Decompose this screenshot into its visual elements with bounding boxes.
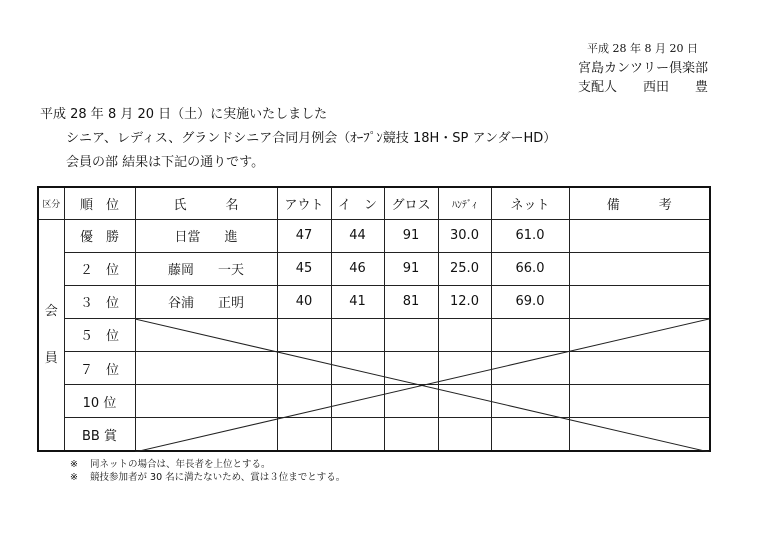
- header-remarks: 備 考: [569, 187, 710, 219]
- net-cell: 69.0: [491, 285, 569, 318]
- handicap-cell: 30.0: [438, 219, 491, 252]
- header-handicap: ﾊﾝﾃﾞｨ: [438, 187, 491, 219]
- table-row: [38, 219, 710, 252]
- note-mark: ※: [70, 459, 78, 470]
- gross-cell: 91: [384, 252, 438, 285]
- strike-through-cross: [135, 319, 709, 452]
- header-in: イ ン: [331, 187, 384, 219]
- rank-cell: 10 位: [64, 385, 135, 418]
- remarks-cell: [569, 219, 710, 252]
- player-last-name: 日當: [174, 230, 201, 246]
- result-line: 会員の部 結果は下記の通りです。: [66, 155, 265, 170]
- out-cell: 40: [277, 285, 331, 318]
- player-first-name: 一天: [218, 263, 245, 279]
- results-table-container: [37, 186, 709, 452]
- remarks-cell: [569, 252, 710, 285]
- header-out: アウト: [277, 187, 331, 219]
- note-mark: ※: [70, 472, 78, 483]
- rank-cell: ３ 位: [64, 285, 135, 318]
- footnotes: [70, 458, 345, 484]
- name-cell: [135, 219, 277, 252]
- player-last-name: 藤岡: [167, 263, 194, 279]
- intro-line: 平成 28 年 8 月 20 日（土）に実施いたしました: [40, 107, 328, 122]
- player-first-name: 進: [224, 230, 238, 246]
- rank-cell: BB 賞: [64, 418, 135, 451]
- name-cell: [135, 252, 277, 285]
- header-kubun: 区分: [38, 187, 64, 219]
- player-last-name: 谷浦: [167, 296, 194, 312]
- gross-cell: 91: [384, 219, 438, 252]
- note-text: 競技参加者が 30 名に満たないため、賞は３位までとする。: [90, 472, 346, 483]
- event-title: シニア、レディス、グランドシニア合同月例会（ｵｰﾌﾟﾝ競技 18H・SP アンダーHD）: [66, 131, 557, 146]
- remarks-cell: [569, 285, 710, 318]
- rank-cell: ２ 位: [64, 252, 135, 285]
- header-rank: 順 位: [64, 187, 135, 219]
- in-cell: 41: [331, 285, 384, 318]
- footnote: [70, 471, 345, 484]
- footnote: [70, 458, 345, 471]
- out-cell: 47: [277, 219, 331, 252]
- header-name: 氏 名: [135, 187, 277, 219]
- table-row: [38, 285, 710, 318]
- header-gross: グロス: [384, 187, 438, 219]
- group-label-2: 員: [44, 350, 58, 366]
- in-cell: 46: [331, 252, 384, 285]
- header-net: ネット: [491, 187, 569, 219]
- rank-cell: 優 勝: [64, 219, 135, 252]
- gross-cell: 81: [384, 285, 438, 318]
- out-cell: 45: [277, 252, 331, 285]
- table-row: [38, 252, 710, 285]
- player-first-name: 正明: [218, 296, 245, 312]
- document-date: 平成 28 年 8 月 20 日: [587, 42, 698, 55]
- net-cell: 66.0: [491, 252, 569, 285]
- name-cell: [135, 285, 277, 318]
- rank-cell: ７ 位: [64, 352, 135, 385]
- manager-name: 支配人 西田 豊: [578, 80, 709, 95]
- club-name: 宮島カンツリー倶楽部: [578, 61, 709, 76]
- handicap-cell: 25.0: [438, 252, 491, 285]
- handicap-cell: 12.0: [438, 285, 491, 318]
- note-text: 同ネットの場合は、年長者を上位とする。: [90, 459, 271, 470]
- table-header-row: [38, 187, 710, 219]
- group-label-1: 会: [44, 303, 58, 319]
- in-cell: 44: [331, 219, 384, 252]
- net-cell: 61.0: [491, 219, 569, 252]
- group-cell: [38, 219, 64, 451]
- rank-cell: ５ 位: [64, 318, 135, 351]
